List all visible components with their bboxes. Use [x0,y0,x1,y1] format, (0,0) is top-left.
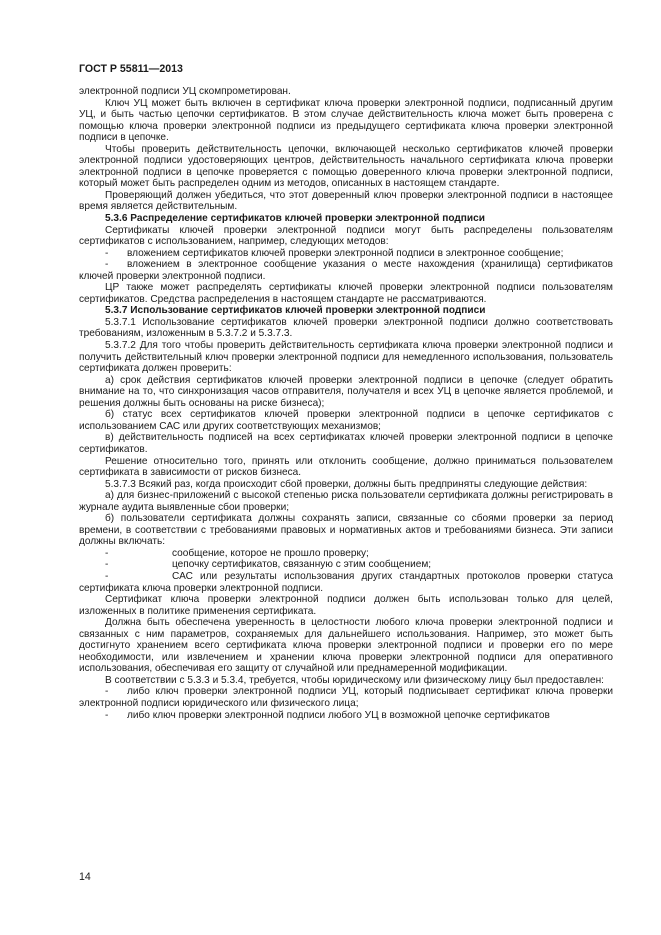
list-item-text: либо ключ проверки электронной подписи УЦ, который подписывает сертификат ключа проверки электронной подписи юридического или физического лица; [79,686,613,709]
list-item [79,571,613,594]
paragraph: б) статус всех сертификатов ключей проверки электронной подписи в цепочке сертификатов с использованием САС или других соответствующих механизмов; [79,409,613,432]
list-item [79,259,613,282]
paragraph: Сертификат ключа проверки электронной подписи должен быть использован только для целей, изложенных в политике применения сертификата. [79,594,613,617]
list-item-text: вложением сертификатов ключей проверки электронной подписи в электронное сообщение; [127,247,564,259]
paragraph: Чтобы проверить действительность цепочки, включающей несколько сертификатов ключей проверки электронной подписи удостоверяющих центров, действительность начального сертификата ключа проверки электронной подписи в цепочке проверяется с помощью доверенного ключа проверки электронной подписи, который может быть распределен одним из методов, описанных в настоящем стандарте. [79,143,613,190]
paragraph: 5.3.7.2 Для того чтобы проверить действительность сертификата ключа проверки электронной подписи и получить действительный ключ проверки электронной подписи для немедленного использования, пользователь сертификата должен проверить: [79,340,613,375]
paragraph: электронной подписи УЦ скомпрометирован. [79,86,291,97]
paragraph: Проверяющий должен убедиться, что этот доверенный ключ проверки электронной подписи в настоящее время является действительным. [79,189,613,213]
paragraph: а) срок действия сертификатов ключей проверки электронной подписи в цепочке (следует обратить внимание на то, что синхронизация часов отправителя, получателя и всех УЦ в цепочке является проблемой, и решения должны быть основаны на риске бизнеса); [79,374,613,409]
list-item-text: САС или результаты использования других стандартных протоколов проверки статуса сертификата ключа проверки электронной подписи. [79,570,613,594]
paragraph: Решение относительно того, принять или отклонить сообщение, должно приниматься пользователем сертификата в зависимости от рисков бизнеса. [79,455,613,479]
document-header: ГОСТ Р 55811—2013 [79,63,183,75]
paragraph: б) пользователи сертификата должны сохранять записи, связанные со сбоями проверки за период времени, в соответствии с требованиями правовых и нормативных актов и требованиями бизнеса. Эти записи должны включать: [79,513,613,548]
paragraph: 5.3.7.3 Всякий раз, когда происходит сбой проверки, должны быть предприняты следующие действия: [105,478,588,490]
paragraph: Должна быть обеспечена уверенность в целостности любого ключа проверки электронной подписи и связанных с ним параметров, сохраняемых для дальнейшего использования. Например, это может быть достигнуто хранением всего сертификата ключа проверки электронной подписи и проверки его по мере необходимости, или извлечением и хранении ключа проверки электронной подписи для оперативного использования, обеспечивая его защиту от случайной или преднамеренной модификации. [79,617,613,675]
page-number: 14 [79,871,91,883]
paragraph: Ключ УЦ может быть включен в сертификат ключа проверки электронной подписи, подписанный другим УЦ, и быть частью цепочки сертификатов. В этом случае действительность ключа может быть проверена с помощью ключа проверки электронной подписи из предыдущего сертификата ключа проверки электронной подписи в цепочке. [79,97,613,144]
list-item [79,710,613,722]
paragraph: а) для бизнес-приложений с высокой степенью риска пользователи сертификата должны регистрировать в журнале аудита выявленные сбои проверки; [79,490,613,513]
paragraph: 5.3.7.1 Использование сертификатов ключей проверки электронной подписи должно соответствовать требованиям, изложенным в 5.3.7.2 и 5.3.7.3. [79,316,613,340]
section-heading: 5.3.6 Распределение сертификатов ключей проверки электронной подписи [105,213,485,225]
paragraph: в) действительность подписей на всех сертификатах ключей проверки электронной подписи в цепочке сертификатов. [79,432,613,455]
list-item: - цепочку сертификатов, связанную с этим сообщением; [79,559,613,571]
list-item-text: либо ключ проверки электронной подписи любого УЦ в возможной цепочке сертификатов [127,709,550,721]
document-body [79,86,613,721]
section-heading: 5.3.7 Использование сертификатов ключей проверки электронной подписи [105,305,486,317]
paragraph: Сертификаты ключей проверки электронной подписи могут быть распределены пользователям сертификатов с использованием, например, следующих методов: [79,224,613,248]
list-item [79,248,613,260]
paragraph: ЦР также может распределять сертификаты ключей проверки электронной подписи пользователям сертификатов. Средства распределения в настоящем стандарте не рассматриваются. [79,282,613,305]
paragraph: В соответствии с 5.3.3 и 5.3.4, требуется, чтобы юридическому или физическому лицу был предоставлен: [105,674,604,686]
list-item [79,686,613,709]
list-item: - сообщение, которое не прошло проверку; [79,548,613,560]
list-item-text: вложением в электронное сообщение указания о месте нахождения (хранилища) сертификатов ключей проверки электронной подписи. [79,259,613,282]
